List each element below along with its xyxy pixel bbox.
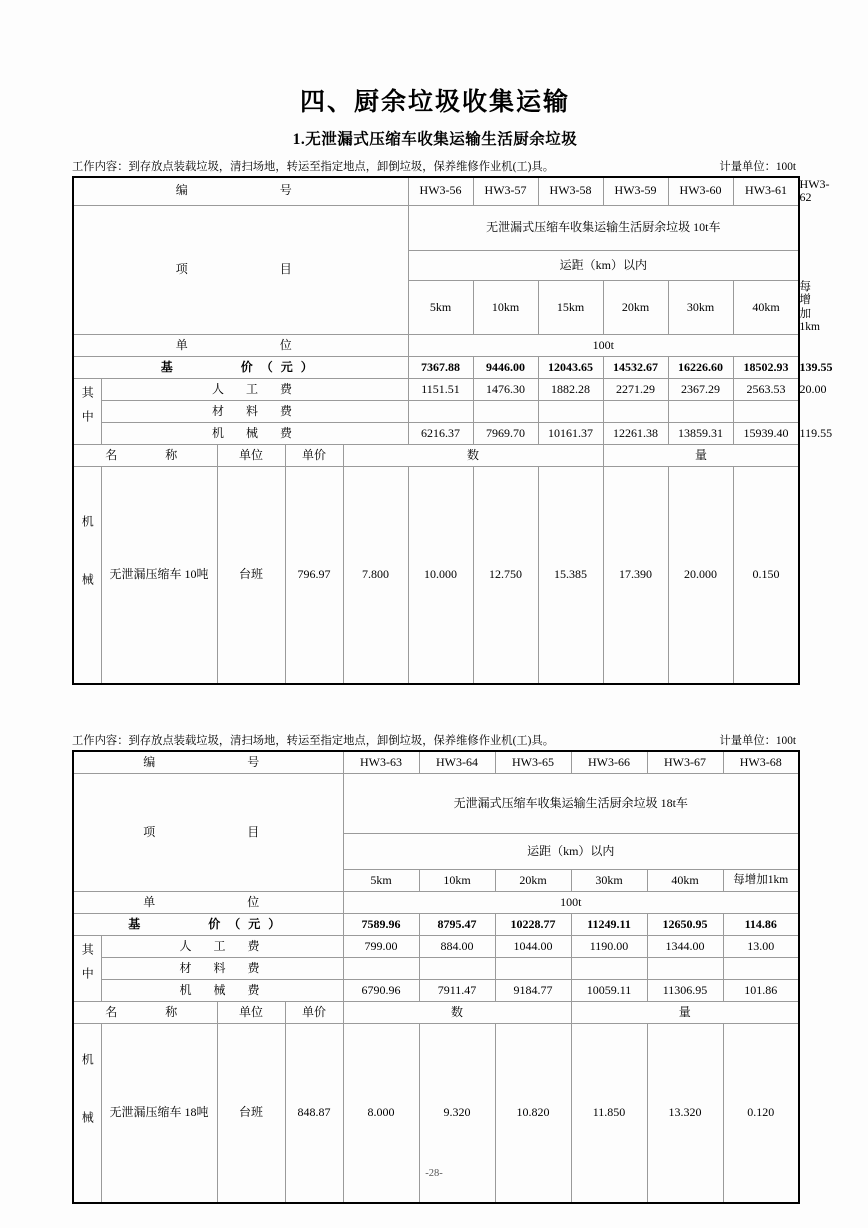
- labor-cost-cell: 1190.00: [571, 935, 647, 957]
- table-row-labor-cost: [73, 935, 799, 957]
- table-row-labor-cost: 其中 人 工 费 1151.51 1476.30 1882.28 2271.29 2367.29 2563.53 20.00: [73, 378, 799, 400]
- resource-qty-cell: 17.390: [603, 466, 668, 684]
- table-row-base-price: [73, 913, 799, 935]
- label-name-header: 名 称: [73, 444, 217, 466]
- resource-qty-cell: 7.800: [343, 466, 408, 684]
- material-cost-cell: [668, 400, 733, 422]
- base-price-cell: 14532.67: [603, 356, 668, 378]
- material-cost-cell: [538, 400, 603, 422]
- material-cost-cell: [408, 400, 473, 422]
- label-name-header: 名 称: [73, 1001, 217, 1023]
- estimate-table-1: [72, 176, 833, 686]
- label-price-header: 单价: [285, 1001, 343, 1023]
- resource-qty-cell: 15.385: [538, 466, 603, 684]
- material-cost-cell: [495, 957, 571, 979]
- material-cost-cell: [647, 957, 723, 979]
- labor-cost-cell: 2271.29: [603, 378, 668, 400]
- resource-qty-cell: 0.150: [733, 466, 799, 684]
- material-cost-cell: [473, 400, 538, 422]
- unit-value-cell: 100t: [343, 891, 799, 913]
- label-quantity-header-1: 数: [343, 444, 603, 466]
- code-cell: HW3-59: [603, 177, 668, 206]
- table-row-resource: [73, 466, 799, 684]
- table-row-code: [73, 751, 799, 773]
- transport-distance-label: 运距（km）以内: [408, 251, 799, 281]
- resource-unit-price-cell: 796.97: [285, 466, 343, 684]
- labor-cost-cell: 1882.28: [538, 378, 603, 400]
- material-cost-cell: [343, 957, 419, 979]
- resource-qty-cell: 12.750: [473, 466, 538, 684]
- machinery-vertical-text: 机械: [80, 515, 95, 632]
- resource-qty-cell: 20.000: [668, 466, 733, 684]
- resource-unit-price-cell: 848.87: [285, 1023, 343, 1203]
- distance-cell: 20km: [603, 281, 668, 335]
- resource-qty-cell: 0.120: [723, 1023, 799, 1203]
- transport-distance-label: 运距（km）以内: [343, 833, 799, 869]
- base-price-cell: 16226.60: [668, 356, 733, 378]
- measure-unit-text-1: 计量单位：100t: [719, 160, 796, 173]
- base-price-cell: 9446.00: [473, 356, 538, 378]
- distance-cell: 15km: [538, 281, 603, 335]
- resource-unit-cell: 台班: [217, 1023, 285, 1203]
- base-price-cell: 8795.47: [419, 913, 495, 935]
- code-cell: HW3-63: [343, 751, 419, 773]
- label-code: 编 号: [73, 177, 408, 206]
- page-footer: -28-: [425, 1168, 443, 1179]
- table-row-machine-cost: [73, 979, 799, 1001]
- material-cost-cell: [419, 957, 495, 979]
- machinery-vertical-text: 机械: [80, 1053, 95, 1170]
- labor-cost-cell: 13.00: [723, 935, 799, 957]
- label-material-cost: 材 料 费: [101, 400, 408, 422]
- machine-cost-cell: 15939.40: [733, 422, 799, 444]
- base-price-cell: 12043.65: [538, 356, 603, 378]
- code-cell: HW3-66: [571, 751, 647, 773]
- resource-qty-cell: 10.000: [408, 466, 473, 684]
- machine-cost-cell: 10059.11: [571, 979, 647, 1001]
- machine-cost-cell: 10161.37: [538, 422, 603, 444]
- code-cell: HW3-60: [668, 177, 733, 206]
- machine-cost-cell: 101.86: [723, 979, 799, 1001]
- label-labor-cost: 人 工 费: [101, 378, 408, 400]
- resource-name-cell: 无泄漏压缩车 10吨: [101, 466, 217, 684]
- work-content-line-2: [72, 732, 798, 748]
- label-material-cost: 材 料 费: [101, 957, 343, 979]
- labor-cost-cell: 1044.00: [495, 935, 571, 957]
- among-which-vertical-text: 其中: [80, 385, 95, 434]
- distance-cell: 5km: [408, 281, 473, 335]
- distance-cell: 5km: [343, 869, 419, 891]
- resource-qty-cell: 10.820: [495, 1023, 571, 1203]
- distance-cell: 10km: [419, 869, 495, 891]
- label-machine-cost: 机 械 费: [101, 422, 408, 444]
- label-among-which: [73, 378, 101, 444]
- machine-cost-cell: 6790.96: [343, 979, 419, 1001]
- label-item: 项 目: [73, 773, 343, 891]
- distance-cell: 10km: [473, 281, 538, 335]
- table-row-resource-header: [73, 444, 799, 466]
- labor-cost-cell: 1344.00: [647, 935, 723, 957]
- distance-cell: 30km: [571, 869, 647, 891]
- machine-cost-cell: 6216.37: [408, 422, 473, 444]
- resource-qty-cell: 8.000: [343, 1023, 419, 1203]
- table-gap: [72, 685, 798, 723]
- label-quantity-header-1: 数: [343, 1001, 571, 1023]
- item-name-cell: 无泄漏式压缩车收集运输生活厨余垃圾 18t车: [343, 773, 799, 833]
- distance-cell: 40km: [733, 281, 799, 335]
- base-price-cell: 18502.93: [733, 356, 799, 378]
- page-subtitle: 1.无泄漏式压缩车收集运输生活厨余垃圾: [292, 130, 578, 148]
- label-machine-cost: 机 械 费: [101, 979, 343, 1001]
- machine-cost-cell: 7969.70: [473, 422, 538, 444]
- table-row-unit: [73, 334, 799, 356]
- label-labor-cost: 人 工 费: [101, 935, 343, 957]
- work-content-text-1: 工作内容：到存放点装载垃圾，清扫场地，转运至指定地点，卸倒垃圾，保养维修作业机(工)具。: [72, 160, 554, 173]
- material-cost-cell: [603, 400, 668, 422]
- unit-value-cell: 100t: [408, 334, 799, 356]
- labor-cost-cell: 1476.30: [473, 378, 538, 400]
- base-price-cell: 12650.95: [647, 913, 723, 935]
- label-unit-header: 单位: [217, 1001, 285, 1023]
- base-price-cell: 7367.88: [408, 356, 473, 378]
- resource-qty-cell: 11.850: [571, 1023, 647, 1203]
- table-row-code: 编 号 HW3-56 HW3-57 HW3-58 HW3-59 HW3-60 HW3-61 HW3-62: [73, 177, 799, 206]
- label-item: 项 目: [73, 206, 408, 335]
- distance-cell: 40km: [647, 869, 723, 891]
- table-row-base-price: 基 价（元） 7367.88 9446.00 12043.65 14532.67 16226.60 18502.93 139.55: [73, 356, 799, 378]
- table-row-item-name: [73, 773, 799, 833]
- base-price-cell: 7589.96: [343, 913, 419, 935]
- code-cell: HW3-56: [408, 177, 473, 206]
- table-row-item-name: [73, 206, 799, 251]
- machine-cost-cell: 11306.95: [647, 979, 723, 1001]
- labor-cost-cell: 884.00: [419, 935, 495, 957]
- machine-cost-cell: 12261.38: [603, 422, 668, 444]
- label-unit: 单 位: [73, 891, 343, 913]
- bottom-padding: [72, 1204, 798, 1228]
- resource-qty-cell: 9.320: [419, 1023, 495, 1203]
- page-title: 四、厨余垃圾收集运输: [299, 87, 570, 116]
- code-cell: HW3-61: [733, 177, 799, 206]
- distance-cell: 20km: [495, 869, 571, 891]
- label-base-price: 基 价（元）: [73, 356, 408, 378]
- label-quantity-header-2: 量: [603, 444, 799, 466]
- material-cost-cell: [723, 957, 799, 979]
- label-base-price: 基 价（元）: [73, 913, 343, 935]
- labor-cost-cell: 799.00: [343, 935, 419, 957]
- labor-cost-cell: 2563.53: [733, 378, 799, 400]
- label-machinery-vertical: [73, 466, 101, 684]
- label-code: 编 号: [73, 751, 343, 773]
- label-among-which: [73, 935, 101, 1001]
- label-quantity-header-2: 量: [571, 1001, 799, 1023]
- machine-cost-cell: 7911.47: [419, 979, 495, 1001]
- base-price-cell: 114.86: [723, 913, 799, 935]
- distance-cell: 每增加1km: [723, 869, 799, 891]
- resource-name-cell: 无泄漏压缩车 18吨: [101, 1023, 217, 1203]
- code-cell: HW3-68: [723, 751, 799, 773]
- label-price-header: 单价: [285, 444, 343, 466]
- code-cell: HW3-67: [647, 751, 723, 773]
- code-cell: HW3-65: [495, 751, 571, 773]
- code-cell: HW3-64: [419, 751, 495, 773]
- material-cost-cell: [571, 957, 647, 979]
- base-price-cell: 10228.77: [495, 913, 571, 935]
- measure-unit-text-2: 计量单位：100t: [719, 735, 796, 748]
- distance-cell: 30km: [668, 281, 733, 335]
- table-row-resource-header: [73, 1001, 799, 1023]
- table-row-machine-cost: 机 械 费 6216.37 7969.70 10161.37 12261.38 13859.31 15939.40 119.55: [73, 422, 799, 444]
- resource-qty-cell: 13.320: [647, 1023, 723, 1203]
- estimate-table-2: [72, 750, 800, 1204]
- work-content-text-2: 工作内容：到存放点装载垃圾，清扫场地，转运至指定地点，卸倒垃圾，保养维修作业机(工)具。: [72, 735, 554, 748]
- table-row-material-cost: [73, 957, 799, 979]
- label-unit-header: 单位: [217, 444, 285, 466]
- table-row-material-cost: [73, 400, 799, 422]
- material-cost-cell: [733, 400, 799, 422]
- labor-cost-cell: 2367.29: [668, 378, 733, 400]
- base-price-cell: 11249.11: [571, 913, 647, 935]
- code-cell: HW3-57: [473, 177, 538, 206]
- machine-cost-cell: 13859.31: [668, 422, 733, 444]
- resource-unit-cell: 台班: [217, 466, 285, 684]
- work-content-line-1: [72, 158, 798, 174]
- table-row-distances: 5km 10km 15km 20km 30km 40km 每增加1km: [73, 281, 799, 335]
- table-row-unit: [73, 891, 799, 913]
- among-which-vertical-text: 其中: [80, 942, 95, 991]
- machine-cost-cell: 9184.77: [495, 979, 571, 1001]
- page-content: [72, 0, 833, 1228]
- item-name-cell: 无泄漏式压缩车收集运输生活厨余垃圾 10t车: [408, 206, 799, 251]
- labor-cost-cell: 1151.51: [408, 378, 473, 400]
- code-cell: HW3-58: [538, 177, 603, 206]
- label-unit: 单 位: [73, 334, 408, 356]
